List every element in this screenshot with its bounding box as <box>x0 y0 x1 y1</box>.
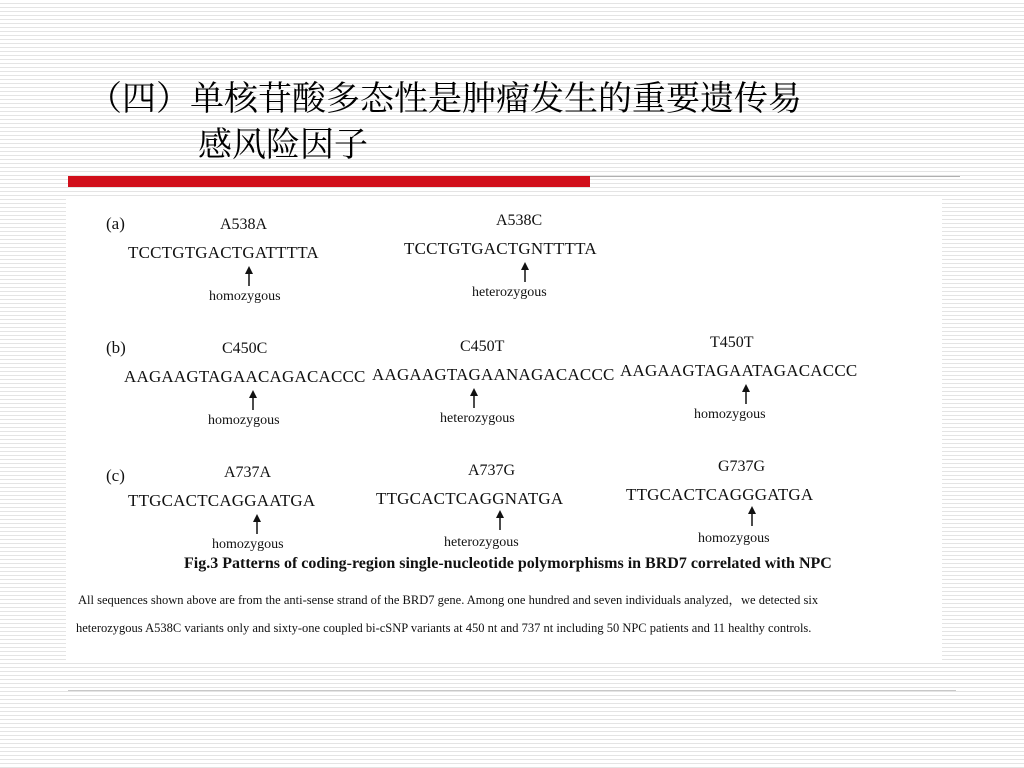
allele-label: G737G <box>718 458 766 475</box>
figure-note-line2: heterozygous A538C variants only and sixty-one coupled bi-cSNP variants at 450 nt and 737 nt including 50 NPC patients and 11 healthy controls. <box>76 621 812 635</box>
arrow-up-icon <box>245 266 253 286</box>
sequence-text: TTGCACTCAGGGATGA <box>626 485 814 504</box>
slide-title <box>88 76 968 168</box>
sequence-text: TTGCACTCAGGAATGA <box>128 491 316 510</box>
arrow-up-icon <box>470 388 478 408</box>
panel-label-b: (b) <box>106 338 126 357</box>
sequence-text: TCCTGTGACTGNTTTTA <box>404 239 597 258</box>
title-divider-thin <box>590 176 960 177</box>
figure-caption: Fig.3 Patterns of coding-region single-nucleotide polymorphisms in BRD7 correlated with NPC <box>184 555 832 572</box>
allele-label: A538C <box>496 212 543 229</box>
sequence-text: AAGAAGTAGAACAGACACCC <box>124 367 366 386</box>
slide-title-line2: 感风险因子 <box>198 125 368 165</box>
sequence-text: AAGAAGTAGAANAGACACCC <box>372 365 615 384</box>
allele-label: A538A <box>220 216 268 233</box>
arrow-up-icon <box>742 384 750 404</box>
panel-label-c: (c) <box>106 466 125 485</box>
zygosity-label: heterozygous <box>444 535 519 550</box>
zygosity-label: homozygous <box>209 289 281 304</box>
arrow-up-icon <box>748 506 756 526</box>
figure-note-line1: All sequences shown above are from the anti-sense strand of the BRD7 gene. Among one hundred and seven individuals analyzed，we detected six <box>78 593 819 607</box>
allele-label: C450T <box>460 338 505 355</box>
allele-label: A737A <box>224 464 272 481</box>
title-divider-red <box>68 176 590 187</box>
arrow-up-icon <box>521 262 529 282</box>
sequence-text: TTGCACTCAGGNATGA <box>376 489 564 508</box>
zygosity-label: heterozygous <box>472 285 547 300</box>
allele-label: C450C <box>222 340 268 357</box>
zygosity-label: homozygous <box>698 531 770 546</box>
arrow-up-icon <box>249 390 257 410</box>
zygosity-label: heterozygous <box>440 411 515 426</box>
zygosity-label: homozygous <box>694 407 766 422</box>
sequence-text: AAGAAGTAGAATAGACACCC <box>620 361 858 380</box>
arrow-up-icon <box>253 514 261 534</box>
snp-figure <box>66 198 942 660</box>
panel-label-a: (a) <box>106 214 125 233</box>
arrow-up-icon <box>496 510 504 530</box>
bottom-divider <box>68 690 956 691</box>
sequence-text: TCCTGTGACTGATTTTA <box>128 243 319 262</box>
slide-title-line1: （四）单核苷酸多态性是肿瘤发生的重要遗传易 <box>88 79 802 119</box>
allele-label: T450T <box>710 334 754 351</box>
zygosity-label: homozygous <box>208 413 280 428</box>
zygosity-label: homozygous <box>212 537 284 552</box>
allele-label: A737G <box>468 462 516 479</box>
